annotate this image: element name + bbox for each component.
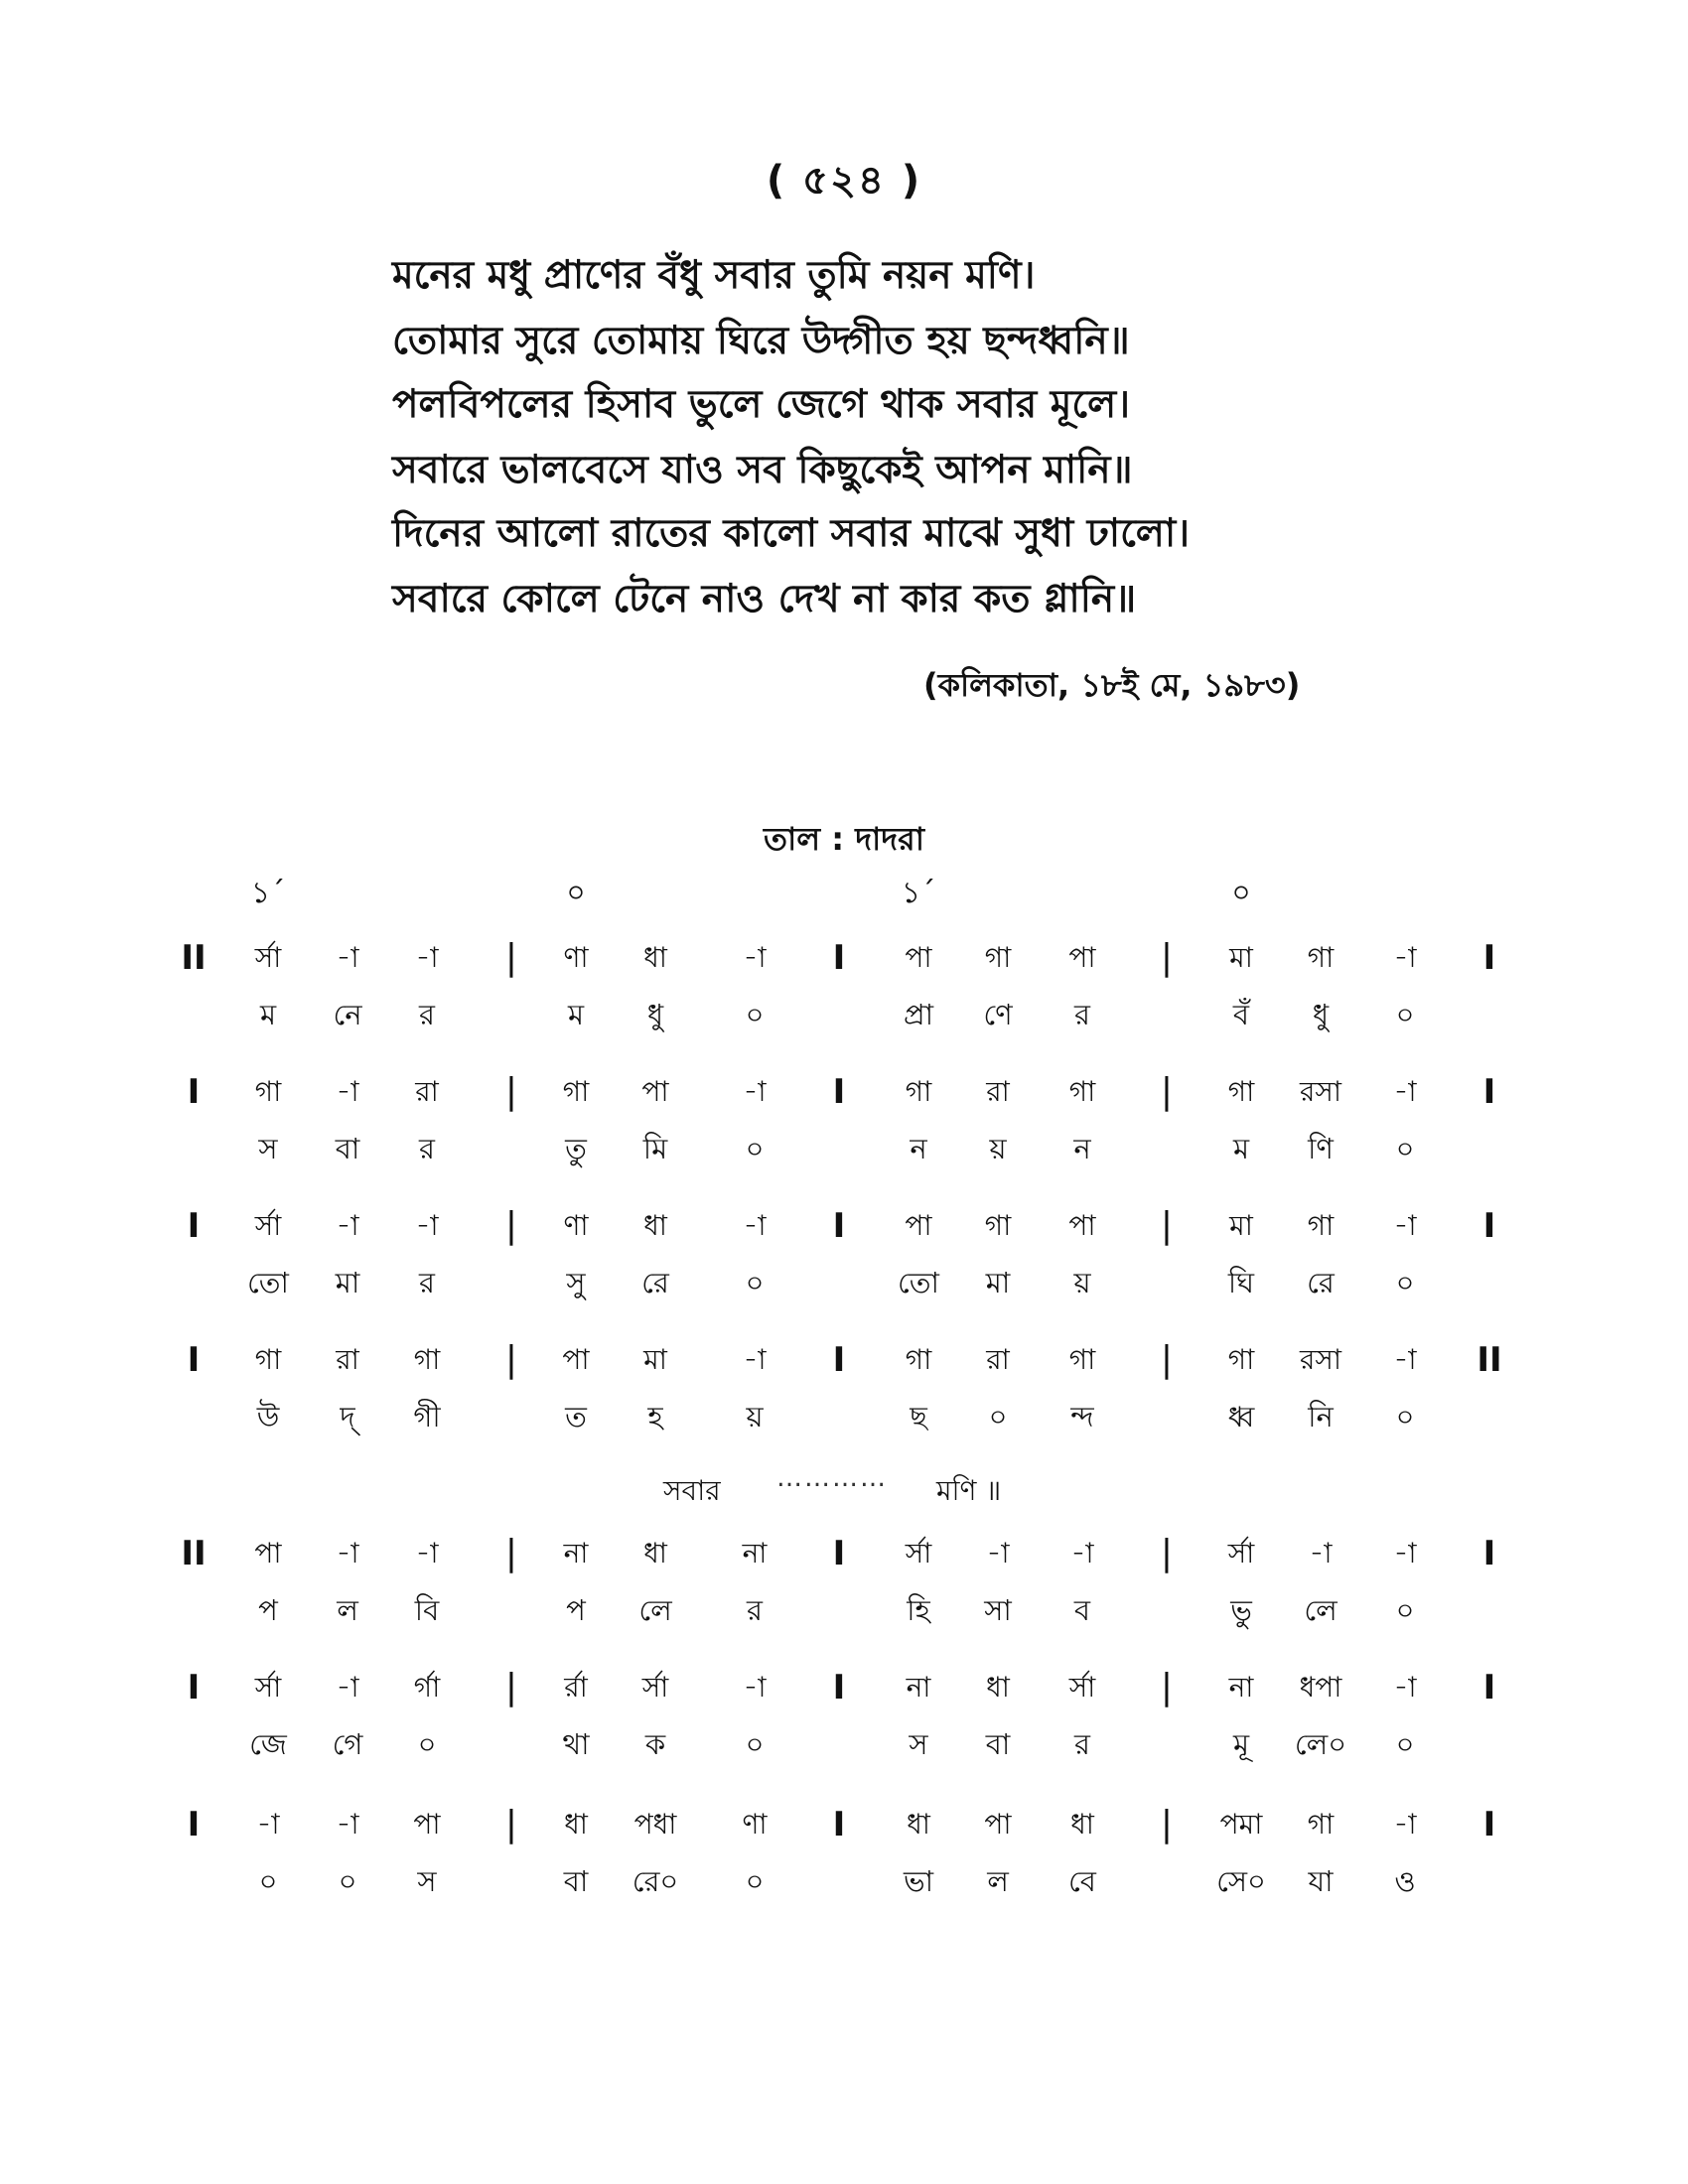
- lyric-syllable: ছ: [910, 1400, 927, 1433]
- swara-note: না: [742, 1537, 768, 1570]
- beat-marker: ০: [566, 876, 586, 910]
- swara-note: গা: [1227, 1343, 1255, 1376]
- lyric-syllable: মূ: [1232, 1727, 1250, 1761]
- swara-note: পধা: [633, 1808, 677, 1841]
- swara-note: পা: [905, 1209, 932, 1242]
- verse-line: সবারে কোলে টেনে নাও দেখ না কার কত গ্লানি॥: [392, 577, 1137, 621]
- lyric-syllable: নে: [333, 998, 362, 1031]
- swara-note: গা: [1068, 1075, 1096, 1108]
- lyric-syllable: ও: [1394, 1864, 1416, 1898]
- swara-note: র্সা: [1068, 1671, 1096, 1704]
- lyric-syllable: গী: [413, 1400, 441, 1433]
- refrain-dots: …………: [776, 1463, 888, 1493]
- swara-note: ধপা: [1299, 1671, 1342, 1704]
- lyric-syllable: ০: [745, 998, 765, 1031]
- lyric-syllable: ল: [337, 1593, 358, 1627]
- lyric-syllable: ০: [417, 1727, 437, 1761]
- lyric-syllable: বা: [563, 1864, 589, 1898]
- swara-note: -া: [336, 1537, 359, 1570]
- lyric-syllable: থা: [562, 1727, 590, 1761]
- swara-note: গা: [413, 1343, 441, 1376]
- swara-note: -া: [415, 1537, 439, 1570]
- lyric-syllable: মি: [642, 1132, 668, 1165]
- lyric-syllable: বা: [335, 1132, 360, 1165]
- lyric-syllable: লে: [1304, 1593, 1337, 1627]
- lyric-syllable: হ: [647, 1400, 663, 1433]
- lyric-syllable: ০: [1395, 1266, 1415, 1299]
- swara-note: গা: [1227, 1075, 1255, 1108]
- verse-line: দিনের আলো রাতের কালো সবার মাঝে সুধা ঢালো।: [392, 511, 1191, 556]
- swara-note: -া: [986, 1537, 1010, 1570]
- lyric-syllable: জে: [249, 1727, 287, 1761]
- swara-note: রসা: [1299, 1343, 1342, 1376]
- swara-note: -া: [415, 1209, 439, 1242]
- swara-note: গা: [562, 1075, 590, 1108]
- lyric-syllable: উ: [256, 1400, 280, 1433]
- lyric-syllable: ঘি: [1227, 1266, 1255, 1299]
- bar-line: I: [187, 1072, 201, 1112]
- lyric-syllable: ০: [745, 1727, 765, 1761]
- lyric-syllable: ন: [1073, 1132, 1091, 1165]
- lyric-syllable: বে: [1068, 1864, 1096, 1898]
- swara-note: -া: [1393, 1808, 1417, 1841]
- lyric-syllable: তো: [898, 1266, 939, 1299]
- bar-line: |: [1160, 1533, 1174, 1573]
- lyric-syllable: ন্দ: [1070, 1400, 1094, 1433]
- bar-line: |: [504, 1804, 518, 1844]
- lyric-syllable: বি: [414, 1593, 440, 1627]
- bar-line: I: [832, 1668, 846, 1707]
- bar-line: I: [187, 1805, 201, 1844]
- lyric-syllable: ণি: [1308, 1132, 1334, 1165]
- swara-note: না: [906, 1671, 931, 1704]
- swara-note: -া: [256, 1808, 280, 1841]
- lyric-syllable: র: [1074, 1727, 1090, 1761]
- lyric-syllable: ভু: [1230, 1593, 1252, 1627]
- lyric-syllable: স: [417, 1864, 437, 1898]
- bar-line: I: [832, 1072, 846, 1112]
- lyric-syllable: ধু: [1312, 998, 1330, 1031]
- lyric-syllable: ন: [910, 1132, 927, 1165]
- swara-note: -া: [336, 1075, 359, 1108]
- tala-label: তাল : দাদরা: [764, 820, 924, 858]
- swara-note: পমা: [1219, 1808, 1263, 1841]
- swara-note: গা: [984, 941, 1012, 974]
- lyric-syllable: বঁ: [1232, 998, 1250, 1031]
- bar-line: |: [504, 1071, 518, 1112]
- lyric-syllable: বা: [985, 1727, 1011, 1761]
- lyric-syllable: রে: [1307, 1266, 1335, 1299]
- swara-note: র্রা: [564, 1671, 588, 1704]
- lyric-syllable: ব: [1073, 1593, 1091, 1627]
- swara-note: রা: [336, 1343, 359, 1376]
- lyric-syllable: ০: [988, 1400, 1008, 1433]
- swara-note: রসা: [1299, 1075, 1342, 1108]
- refrain-end: মণি ॥: [936, 1474, 1002, 1507]
- verse-line: তোমার সুরে তোমায় ঘিরে উদ্গীত হয় ছন্দধ্বনি॥: [392, 319, 1130, 363]
- lyric-syllable: নি: [1308, 1400, 1334, 1433]
- lyric-syllable: ০: [1395, 998, 1415, 1031]
- swara-note: গা: [905, 1075, 932, 1108]
- lyric-syllable: ০: [745, 1864, 765, 1898]
- lyric-syllable: তু: [565, 1132, 587, 1165]
- lyric-syllable: প: [258, 1593, 278, 1627]
- verse-line: পলবিপলের হিসাব ভুলে জেগে থাক সবার মূলে।: [392, 382, 1131, 427]
- refrain-start: সবার: [663, 1474, 721, 1507]
- lyric-syllable: রে: [641, 1266, 669, 1299]
- bar-line: |: [504, 937, 518, 978]
- bar-line: I: [1482, 938, 1496, 978]
- lyric-syllable: ধু: [646, 998, 664, 1031]
- swara-note: গা: [905, 1343, 932, 1376]
- swara-note: পা: [1068, 941, 1096, 974]
- swara-note: পা: [1068, 1209, 1096, 1242]
- swara-note: -া: [743, 1343, 767, 1376]
- bar-line: I: [832, 938, 846, 978]
- swara-note: মা: [643, 1343, 667, 1376]
- swara-note: -া: [336, 1671, 359, 1704]
- lyric-syllable: ম: [1232, 1132, 1250, 1165]
- bar-line: |: [504, 1205, 518, 1246]
- lyric-syllable: ম: [567, 998, 585, 1031]
- swara-note: -া: [336, 1209, 359, 1242]
- swara-note: -া: [743, 1671, 767, 1704]
- verse-line: মনের মধু প্রাণের বঁধু সবার তুমি নয়ন মণি।: [392, 253, 1036, 298]
- swara-note: ধা: [986, 1671, 1010, 1704]
- bar-line: |: [1160, 1071, 1174, 1112]
- lyric-syllable: গে: [332, 1727, 363, 1761]
- bar-line: |: [504, 1667, 518, 1707]
- bar-line: |: [1160, 1804, 1174, 1844]
- lyric-syllable: স: [909, 1727, 928, 1761]
- bar-line: I: [187, 1340, 201, 1380]
- lyric-syllable: মা: [985, 1266, 1011, 1299]
- swara-note: গা: [984, 1209, 1012, 1242]
- swara-note: ধা: [564, 1808, 588, 1841]
- lyric-syllable: রে০: [632, 1864, 679, 1898]
- swara-note: পা: [254, 1537, 282, 1570]
- swara-note: র্সা: [641, 1671, 669, 1704]
- lyric-syllable: দ্: [340, 1400, 355, 1433]
- lyric-syllable: ০: [1395, 1400, 1415, 1433]
- swara-note: গা: [1068, 1343, 1096, 1376]
- swara-note: -া: [1393, 1671, 1417, 1704]
- lyric-syllable: ০: [258, 1864, 278, 1898]
- beat-marker: ১´: [250, 876, 286, 910]
- bar-line: |: [1160, 1339, 1174, 1380]
- lyric-syllable: য়: [746, 1400, 764, 1433]
- swara-note: -া: [336, 1808, 359, 1841]
- lyric-syllable: র: [419, 998, 435, 1031]
- swara-note: ণা: [563, 941, 589, 974]
- swara-note: গা: [254, 1075, 282, 1108]
- swara-note: পা: [413, 1808, 441, 1841]
- lyric-syllable: তো: [247, 1266, 289, 1299]
- swara-note: -া: [743, 1075, 767, 1108]
- swara-note: ধা: [643, 1209, 667, 1242]
- lyric-syllable: র: [1074, 998, 1090, 1031]
- swara-note: ধা: [643, 1537, 667, 1570]
- verse-stanza: [392, 243, 1385, 374]
- bar-line: |: [1160, 937, 1174, 978]
- lyric-syllable: সু: [566, 1266, 586, 1299]
- bar-line: |: [1160, 1205, 1174, 1246]
- lyric-syllable: ভা: [903, 1864, 934, 1898]
- swara-note: -া: [1309, 1537, 1333, 1570]
- lyric-syllable: ণে: [983, 998, 1013, 1031]
- beat-marker: ০: [1231, 876, 1251, 910]
- swara-note: -া: [743, 941, 767, 974]
- swara-note: রা: [986, 1075, 1010, 1108]
- swara-note: গা: [254, 1343, 282, 1376]
- lyric-syllable: ধ্ব: [1227, 1400, 1255, 1433]
- swara-note: রা: [415, 1075, 439, 1108]
- swara-note: পা: [984, 1808, 1012, 1841]
- lyric-syllable: সা: [984, 1593, 1012, 1627]
- swara-note: ধা: [643, 941, 667, 974]
- lyric-syllable: ত: [565, 1400, 587, 1433]
- swara-note: -া: [743, 1209, 767, 1242]
- bar-line: I: [832, 1805, 846, 1844]
- swara-note: গা: [1307, 941, 1335, 974]
- lyric-syllable: লে০: [1294, 1727, 1347, 1761]
- lyric-syllable: হি: [907, 1593, 930, 1627]
- swara-note: মা: [1229, 941, 1253, 974]
- swara-note: পা: [905, 941, 932, 974]
- verse-stanza: [392, 372, 1385, 503]
- swara-note: -া: [336, 941, 359, 974]
- verse-line: সবারে ভালবেসে যাও সব কিছুকেই আপন মানি॥: [392, 448, 1133, 492]
- swara-note: -া: [415, 941, 439, 974]
- swara-note: র্সা: [254, 1209, 282, 1242]
- swara-note: ণা: [563, 1209, 589, 1242]
- verse-stanza: [392, 501, 1385, 632]
- lyric-syllable: যা: [1308, 1864, 1334, 1898]
- swara-note: ধা: [907, 1808, 930, 1841]
- beat-marker: ১´: [901, 876, 936, 910]
- page-number: ( ৫২৪ ): [766, 158, 922, 204]
- bar-line: I: [832, 1206, 846, 1246]
- bar-line: I: [832, 1340, 846, 1380]
- bar-line: I: [1482, 1072, 1496, 1112]
- bar-line: I: [1482, 1206, 1496, 1246]
- lyric-syllable: ০: [745, 1266, 765, 1299]
- bar-line: |: [504, 1339, 518, 1380]
- bar-line: I: [1482, 1534, 1496, 1573]
- swara-note: -া: [1393, 1537, 1417, 1570]
- swara-note: র্সা: [905, 1537, 932, 1570]
- lyric-syllable: প: [566, 1593, 586, 1627]
- lyric-syllable: ক: [644, 1727, 666, 1761]
- swara-note: না: [1228, 1671, 1254, 1704]
- bar-line: I: [1482, 1668, 1496, 1707]
- lyric-syllable: র: [419, 1132, 435, 1165]
- lyric-syllable: ০: [745, 1132, 765, 1165]
- lyric-syllable: ০: [1395, 1593, 1415, 1627]
- bar-line: II: [181, 938, 207, 978]
- swara-note: গা: [1307, 1808, 1335, 1841]
- lyric-syllable: ০: [1395, 1727, 1415, 1761]
- swara-note: রা: [986, 1343, 1010, 1376]
- lyric-syllable: ০: [1395, 1132, 1415, 1165]
- lyric-syllable: য়: [989, 1132, 1007, 1165]
- swara-note: ধা: [1070, 1808, 1094, 1841]
- swara-note: পা: [641, 1075, 669, 1108]
- bar-line: II: [181, 1534, 207, 1573]
- swara-note: মা: [1229, 1209, 1253, 1242]
- swara-note: গা: [1307, 1209, 1335, 1242]
- swara-note: পা: [562, 1343, 590, 1376]
- swara-note: -া: [1393, 941, 1417, 974]
- bar-line: I: [187, 1668, 201, 1707]
- swara-note: র্সা: [1227, 1537, 1255, 1570]
- swara-note: -া: [1393, 1075, 1417, 1108]
- swara-note: র্সা: [254, 1671, 282, 1704]
- place-date: (কলিকাতা, ১৮ই মে, ১৯৮৩): [923, 666, 1301, 704]
- swara-note: -া: [1070, 1537, 1094, 1570]
- lyric-syllable: ম: [259, 998, 277, 1031]
- bar-line: I: [187, 1206, 201, 1246]
- swara-note: র্সা: [254, 941, 282, 974]
- swara-note: -া: [1393, 1343, 1417, 1376]
- lyric-syllable: সে০: [1216, 1864, 1266, 1898]
- bar-line: |: [504, 1533, 518, 1573]
- lyric-syllable: ল: [987, 1864, 1009, 1898]
- swara-note: ণা: [742, 1808, 768, 1841]
- lyric-syllable: ০: [338, 1864, 357, 1898]
- swara-note: র্গা: [413, 1671, 441, 1704]
- lyric-syllable: র: [419, 1266, 435, 1299]
- lyric-syllable: র: [747, 1593, 763, 1627]
- lyric-syllable: য়: [1073, 1266, 1091, 1299]
- swara-note: না: [563, 1537, 589, 1570]
- lyric-syllable: মা: [335, 1266, 360, 1299]
- lyric-syllable: প্রা: [903, 998, 934, 1031]
- bar-line: II: [1477, 1340, 1502, 1380]
- lyric-syllable: লে: [638, 1593, 672, 1627]
- swara-note: -া: [1393, 1209, 1417, 1242]
- bar-line: |: [1160, 1667, 1174, 1707]
- bar-line: I: [832, 1534, 846, 1573]
- lyric-syllable: স: [258, 1132, 278, 1165]
- bar-line: I: [1482, 1805, 1496, 1844]
